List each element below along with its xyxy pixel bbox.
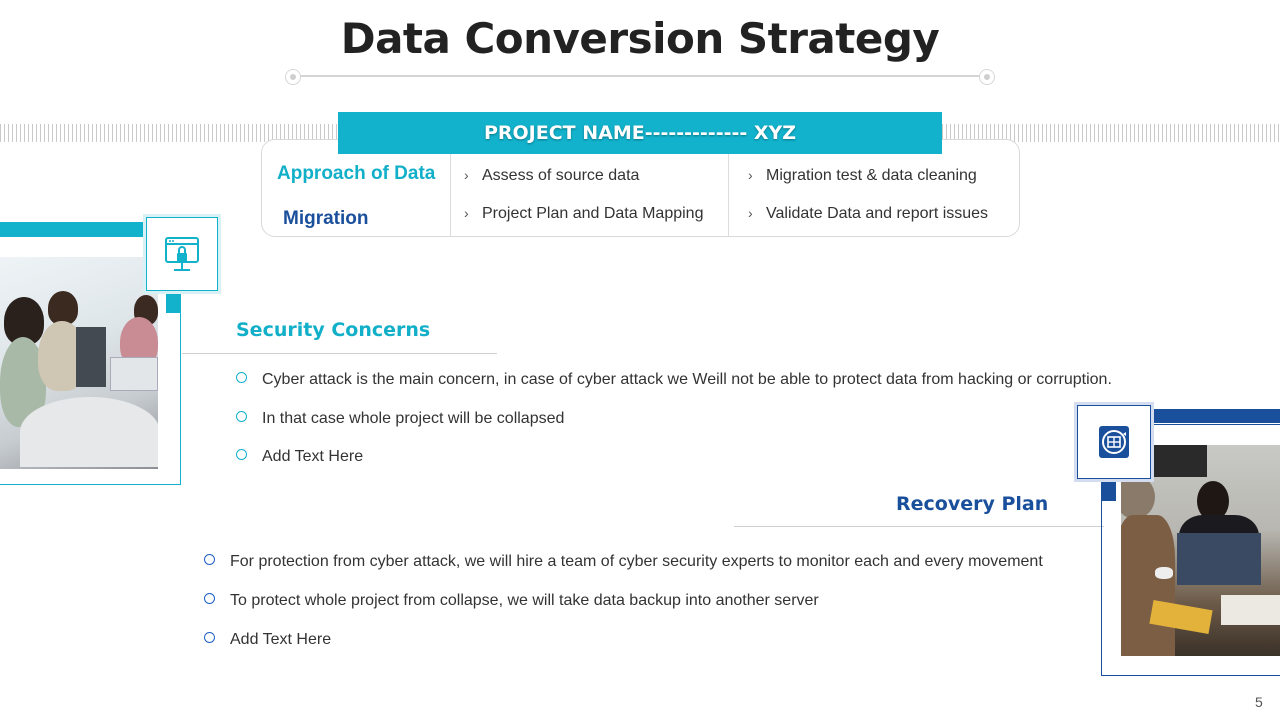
approach-step: › Project Plan and Data Mapping (464, 205, 704, 222)
page-number: 5 (1255, 694, 1263, 710)
approach-label-line2: Migration (283, 208, 369, 229)
security-lock-icon (146, 217, 218, 291)
right-accent-bar (1150, 409, 1280, 423)
approach-column-divider (450, 154, 451, 237)
recovery-divider (734, 526, 1104, 527)
bullet-ring-icon (204, 554, 215, 565)
title-underline (292, 75, 988, 77)
recovery-plan-heading: Recovery Plan (896, 493, 1049, 515)
page-title: Data Conversion Strategy (340, 14, 940, 63)
approach-step: › Migration test & data cleaning (748, 167, 977, 184)
bullet-ring-icon (204, 632, 215, 643)
recovery-list-item: For protection from cyber attack, we will hire a team of cyber security experts to monitor each and every movement (204, 553, 1043, 571)
title-underline-left-dot (285, 69, 301, 85)
right-accent-tab (1101, 478, 1116, 501)
security-list-item: Cyber attack is the main concern, in case of cyber attack we Weill not be able to protect data from hacking or corruption. (236, 371, 1112, 389)
bullet-ring-icon (236, 449, 247, 460)
approach-column-divider (728, 154, 729, 237)
security-divider (182, 353, 497, 354)
project-name-banner: PROJECT NAME------------- XYZ (338, 112, 942, 154)
bullet-ring-icon (236, 372, 247, 383)
bullet-ring-icon (236, 411, 247, 422)
chevron-right-icon: › (748, 205, 753, 221)
approach-label-line1: Approach of Data (277, 163, 436, 184)
recovery-list-item: Add Text Here (204, 631, 331, 649)
chevron-right-icon: › (464, 205, 469, 221)
database-backup-icon-svg (1094, 422, 1134, 462)
database-backup-icon (1077, 405, 1151, 479)
security-lock-icon-svg (162, 234, 202, 274)
left-accent-tab (166, 290, 181, 313)
chevron-right-icon: › (748, 167, 753, 183)
team-meeting-photo (0, 257, 158, 469)
approach-step: › Assess of source data (464, 167, 640, 184)
chevron-right-icon: › (464, 167, 469, 183)
bullet-ring-icon (204, 593, 215, 604)
approach-step: › Validate Data and report issues (748, 205, 989, 222)
security-list-item: In that case whole project will be collapsed (236, 410, 564, 428)
title-underline-right-dot (979, 69, 995, 85)
security-list-item: Add Text Here (236, 448, 363, 466)
recovery-list-item: To protect whole project from collapse, we will take data backup into another server (204, 592, 819, 610)
left-accent-bar (0, 222, 152, 236)
security-concerns-heading: Security Concerns (236, 319, 431, 341)
